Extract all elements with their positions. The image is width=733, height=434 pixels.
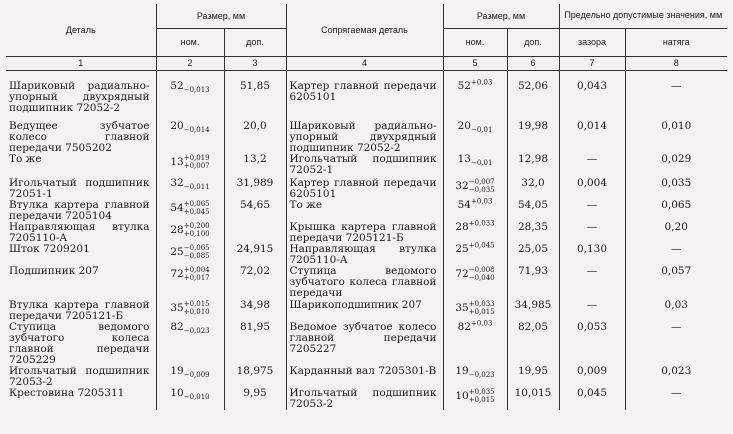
limit-interference: — [625, 322, 727, 366]
table-row [6, 200, 727, 222]
table-row [6, 388, 727, 410]
nominal-size: 20 [170, 119, 184, 132]
header-gap: зазора [559, 28, 625, 56]
limit-gap: 0,045 [559, 388, 625, 410]
tolerance-pair: −0,007 −0,035 [468, 177, 495, 194]
part-nominal [156, 70, 224, 121]
limit-gap: 0,009 [559, 366, 625, 388]
tolerance: −0,01 [470, 158, 493, 167]
tolerance: −0,011 [183, 182, 210, 191]
limit-gap: — [559, 200, 625, 222]
mating-allowed: 19,95 [507, 366, 559, 388]
nominal-size: 25 [170, 245, 184, 258]
part-nominal [156, 300, 224, 322]
mating-part-name: Шарикоподшипник 207 [286, 300, 443, 322]
limit-interference: 0,010 [625, 121, 727, 154]
nominal-size: 25 [455, 242, 469, 255]
tolerance-pair: +0,004 +0,017 [183, 265, 210, 282]
tolerance: −0,010 [183, 392, 210, 401]
nominal-size: 32 [455, 179, 469, 192]
mating-allowed: 10,015 [507, 388, 559, 410]
mating-nominal [443, 388, 507, 410]
table-row [6, 222, 727, 244]
part-allowed: 13,2 [224, 154, 286, 178]
part-name: Направляющая втулка 7205110-А [9, 220, 150, 244]
part-allowed: 24,915 [224, 244, 286, 266]
tolerance: −0,013 [183, 85, 210, 94]
mating-allowed: 52,06 [507, 70, 559, 121]
part-nominal [156, 154, 224, 178]
table-row [6, 366, 727, 388]
part-nominal [156, 222, 224, 244]
mating-part-name: Крышка картера главной передачи 7205121-Б [286, 222, 443, 244]
nominal-size: 82 [457, 320, 471, 333]
table-row [6, 266, 727, 300]
header-nom: ном. [156, 28, 224, 56]
mating-allowed: 28,35 [507, 222, 559, 244]
tolerance-pair: +0,065 +0,045 [183, 199, 210, 216]
mating-part-name: Игольчатый подшипник 72053-2 [286, 388, 443, 410]
limit-interference: 0,057 [625, 266, 727, 300]
header-part: Деталь [6, 4, 156, 56]
part-allowed: 20,0 [224, 121, 286, 154]
limit-interference: 0,023 [625, 366, 727, 388]
header-mating-nom: ном. [443, 28, 507, 56]
tolerance-pair: +0,019 +0,007 [183, 153, 210, 170]
mating-allowed: 19,98 [507, 121, 559, 154]
limit-interference: 0,03 [625, 300, 727, 322]
header-dop: доп. [224, 28, 286, 56]
nominal-size: 54 [170, 201, 184, 214]
tolerance: +0,045 [468, 241, 495, 249]
mating-allowed: 25,05 [507, 244, 559, 266]
mating-nominal [443, 121, 507, 154]
tolerance-pair: +0,035 +0,015 [468, 387, 495, 404]
tolerance: +0,03 [470, 319, 493, 327]
mating-part-name: Шариковый радиально-упорный двухрядный подшипник 72052-2 [286, 121, 443, 154]
nominal-size: 72 [455, 267, 469, 280]
mating-nominal [443, 241, 507, 266]
mating-part-name: То же [286, 200, 443, 222]
limit-gap: 0,043 [559, 70, 625, 121]
column-number-row [6, 56, 727, 70]
limit-interference: — [625, 70, 727, 121]
part-allowed [224, 222, 286, 244]
nominal-size: 52 [457, 79, 471, 92]
nominal-size: 28 [170, 223, 184, 236]
tolerance-pair: +0,033 +0,015 [468, 299, 495, 316]
limit-gap: — [559, 266, 625, 300]
column-number: 3 [224, 56, 286, 70]
part-name: Игольчатый подшипник 72053-2 [9, 364, 150, 388]
part-nominal [156, 200, 224, 222]
tolerance: +0,033 [468, 219, 495, 227]
nominal-size: 35 [455, 301, 469, 314]
part-name: Игольчатый подшипник 72051-1 [9, 176, 150, 200]
tolerance-pair: +0,200 +0,100 [183, 221, 210, 238]
tolerance: +0,03 [470, 197, 493, 205]
part-nominal [156, 322, 224, 366]
mating-part-name: Картер главной передачи 6205101 [286, 70, 443, 121]
part-name: Втулка картера главной передачи 7205121-Б [9, 298, 150, 322]
header-mating-dop: доп. [507, 28, 559, 56]
part-name: Подшипник 207 [9, 264, 99, 277]
column-number: 4 [286, 56, 443, 70]
nominal-size: 35 [170, 301, 184, 314]
limit-interference: 0,20 [625, 222, 727, 244]
limit-gap: 0,053 [559, 322, 625, 366]
mating-nominal [443, 154, 507, 178]
tolerance: −0,023 [468, 370, 495, 379]
part-name: Ступица ведомого зубчатого колеса главной передачи 7205229 [9, 320, 150, 366]
limit-interference: 0,035 [625, 178, 727, 200]
part-allowed: 81,95 [224, 322, 286, 366]
part-name: Шток 7209201 [9, 242, 90, 255]
mating-part-name: Ступица ведомого зубчатого колеса главной передачи [286, 266, 443, 300]
mating-allowed: 34,985 [507, 300, 559, 322]
tolerance: +0,03 [470, 78, 493, 86]
nominal-size: 82 [170, 320, 184, 333]
limit-gap: — [559, 222, 625, 244]
tolerance-pair: −0,008 −0,040 [468, 265, 495, 282]
limit-interference: 0,065 [625, 200, 727, 222]
mating-allowed: 71,93 [507, 266, 559, 300]
part-allowed: 34,98 [224, 300, 286, 322]
part-nominal [156, 244, 224, 266]
limit-gap: — [559, 300, 625, 322]
header-size-mating: Размер, мм [443, 4, 559, 28]
limit-interference: — [625, 244, 727, 266]
nominal-size: 13 [170, 155, 184, 168]
mating-allowed: 32,0 [507, 178, 559, 200]
nominal-size: 54 [457, 198, 471, 211]
part-allowed: 9,95 [224, 388, 286, 410]
tolerance-pair: −0,065 −0,085 [183, 243, 210, 260]
mating-part-name: Картер главной передачи 6205101 [286, 178, 443, 200]
table-row [6, 70, 727, 121]
header-interf: натяга [625, 28, 727, 56]
tolerance: −0,014 [183, 125, 210, 134]
mating-part-name: Игольчатый подшипник 72052-1 [286, 154, 443, 178]
limit-gap: — [559, 154, 625, 178]
nominal-size: 32 [170, 176, 184, 189]
tolerance: −0,01 [470, 125, 493, 134]
nominal-size: 10 [170, 386, 184, 399]
part-allowed: 72,02 [224, 266, 286, 300]
part-allowed: 54,65 [224, 200, 286, 222]
limit-gap: 0,004 [559, 178, 625, 200]
part-name: Шариковый радиально-упорный двухрядный подшипник 72052-2 [9, 79, 150, 114]
table-body [6, 70, 727, 410]
limit-interference: — [625, 388, 727, 410]
header-mating: Сопрягаемая деталь [286, 4, 443, 56]
mating-nominal [443, 70, 507, 121]
column-number: 6 [507, 56, 559, 70]
table-row [6, 322, 727, 366]
column-number: 2 [156, 56, 224, 70]
nominal-size: 28 [455, 220, 469, 233]
header-limit: Предельно допустимые значения, мм [559, 4, 727, 28]
table-row [6, 300, 727, 322]
mating-allowed: 12,98 [507, 154, 559, 178]
table-row [6, 154, 727, 178]
column-number: 8 [625, 56, 727, 70]
mating-part-name: Направляющая втулка 7205110-А [286, 244, 443, 266]
mating-nominal [443, 319, 507, 366]
table-row [6, 244, 727, 266]
mating-allowed: 54,05 [507, 200, 559, 222]
limit-gap: 0,014 [559, 121, 625, 154]
part-nominal [156, 266, 224, 300]
column-number: 1 [6, 56, 156, 70]
table-row [6, 121, 727, 154]
mating-parts-table [6, 4, 727, 410]
part-name: Крестовина 7205311 [9, 386, 125, 399]
column-number: 5 [443, 56, 507, 70]
mating-allowed: 82,05 [507, 322, 559, 366]
mating-part-name: Ведомое зубчатое колесо главной передачи 7205227 [286, 322, 443, 366]
nominal-size: 72 [170, 267, 184, 280]
part-nominal [156, 388, 224, 410]
nominal-size: 10 [455, 389, 469, 402]
tolerance-pair: +0,015 +0,010 [183, 299, 210, 316]
mating-part-name: Карданный вал 7205301-В [286, 366, 443, 388]
limit-gap: 0,130 [559, 244, 625, 266]
part-name: Втулка картера главной передачи 7205104 [9, 198, 150, 222]
column-number: 7 [559, 56, 625, 70]
limit-interference: 0,029 [625, 154, 727, 178]
mating-nominal [443, 366, 507, 388]
part-allowed: 51,85 [224, 70, 286, 121]
mating-nominal [443, 266, 507, 300]
tolerance: −0,023 [183, 326, 210, 335]
table-row [6, 178, 727, 200]
nominal-size: 19 [455, 364, 469, 377]
nominal-size: 20 [457, 119, 471, 132]
nominal-size: 52 [170, 79, 184, 92]
part-nominal [156, 121, 224, 154]
part-name: Ведущее зубчатое колесо главной передачи 7505202 [9, 119, 150, 154]
part-nominal [156, 178, 224, 200]
nominal-size: 13 [457, 152, 471, 165]
part-allowed: 18,975 [224, 366, 286, 388]
nominal-size: 19 [170, 364, 184, 377]
part-name: То же [9, 152, 42, 165]
part-allowed: 31,989 [224, 178, 286, 200]
part-nominal [156, 366, 224, 388]
tolerance: −0,009 [183, 370, 210, 379]
header-size: Размер, мм [156, 4, 286, 28]
